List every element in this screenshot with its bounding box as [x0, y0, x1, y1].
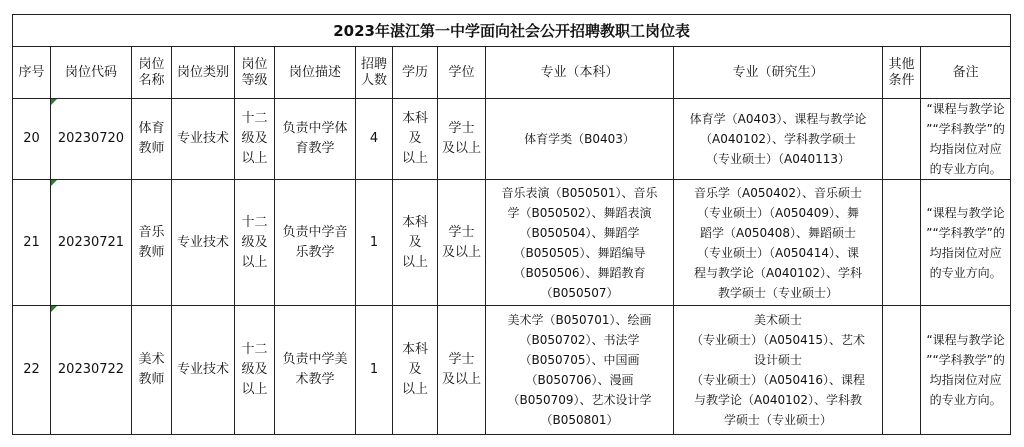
- cell-level: 十二 级及 以上: [235, 180, 275, 306]
- cell-name: 美术 教师: [132, 306, 172, 435]
- header-count: 招聘 人数: [356, 47, 393, 99]
- cell-marker-icon: [51, 99, 57, 105]
- cell-note: “课程与教学论 ”“学科教学”的 均指岗位对应 的专业方向。: [921, 99, 1011, 180]
- cell-other: [883, 99, 921, 180]
- cell-major-ug: 美术学（B050701）、绘画 （B050702）、书法学 （B050705）、中国画 （B050706）、漫画 （B050709）、艺术设计学 （B050801）: [486, 306, 674, 435]
- cell-level: 十二 级及 以上: [235, 306, 275, 435]
- header-code: 岗位代码: [51, 47, 132, 99]
- cell-other: [883, 306, 921, 435]
- cell-count: 1: [356, 180, 393, 306]
- cell-major-ug: 体育学类（B0403）: [486, 99, 674, 180]
- header-category: 岗位类别: [172, 47, 235, 99]
- header-no: 序号: [13, 47, 51, 99]
- header-degree: 学位: [438, 47, 486, 99]
- cell-marker-icon: [51, 180, 57, 186]
- cell-name: 体育 教师: [132, 99, 172, 180]
- cell-major-pg: 美术硕士 （专业硕士）（A050415）、艺术 设计硕士 （专业硕士）（A050416）、课程 与教学论（A040102）、学科教 学硕士（专业硕士）: [674, 306, 883, 435]
- cell-level: 十二 级及 以上: [235, 99, 275, 180]
- cell-degree: 学士 及以上: [438, 306, 486, 435]
- cell-degree: 学士 及以上: [438, 99, 486, 180]
- job-table: [12, 14, 1011, 435]
- cell-no: 20: [13, 99, 51, 180]
- cell-other: [883, 180, 921, 306]
- table-title: 2023年湛江第一中学面向社会公开招聘教职工岗位表: [13, 15, 1011, 47]
- table-row: [13, 99, 1011, 180]
- cell-code: 20230722: [51, 306, 132, 435]
- header-row: [13, 47, 1011, 99]
- cell-no: 21: [13, 180, 51, 306]
- cell-major-ug: 音乐表演（B050501）、音乐 学（B050502）、舞蹈表演 （B050504）、舞蹈学 （B050505）、舞蹈编导 （B050506）、舞蹈教育 （B050507）: [486, 180, 674, 306]
- cell-count: 4: [356, 99, 393, 180]
- cell-edu: 本科及 以上: [393, 180, 438, 306]
- cell-desc: 负责中学美 术教学: [275, 306, 356, 435]
- cell-code: 20230720: [51, 99, 132, 180]
- cell-note: “课程与教学论 ”“学科教学”的 均指岗位对应 的专业方向。: [921, 306, 1011, 435]
- table-row: [13, 306, 1011, 435]
- header-desc: 岗位描述: [275, 47, 356, 99]
- table-row: [13, 180, 1011, 306]
- cell-note: “课程与教学论 ”“学科教学”的 均指岗位对应 的专业方向。: [921, 180, 1011, 306]
- header-note: 备注: [921, 47, 1011, 99]
- header-major-pg: 专业（研究生）: [674, 47, 883, 99]
- cell-desc: 负责中学音 乐教学: [275, 180, 356, 306]
- cell-category: 专业技术: [172, 99, 235, 180]
- header-other: 其他 条件: [883, 47, 921, 99]
- cell-marker-icon: [51, 306, 57, 312]
- header-level: 岗位 等级: [235, 47, 275, 99]
- cell-major-pg: 体育学（A0403）、课程与教学论 （A040102）、学科教学硕士 （专业硕士）（A040113）: [674, 99, 883, 180]
- cell-major-pg: 音乐学（A050402）、音乐硕士 （专业硕士）（A050409）、舞 蹈学（A050408）、舞蹈硕士 （专业硕士）（A050414）、课 程与教学论（A040102）、学科 教学硕士（专业硕士）: [674, 180, 883, 306]
- cell-edu: 本科及 以上: [393, 99, 438, 180]
- header-major-ug: 专业（本科）: [486, 47, 674, 99]
- cell-desc: 负责中学体 育教学: [275, 99, 356, 180]
- cell-category: 专业技术: [172, 306, 235, 435]
- cell-code: 20230721: [51, 180, 132, 306]
- cell-edu: 本科及 以上: [393, 306, 438, 435]
- header-name: 岗位 名称: [132, 47, 172, 99]
- cell-no: 22: [13, 306, 51, 435]
- cell-category: 专业技术: [172, 180, 235, 306]
- cell-name: 音乐 教师: [132, 180, 172, 306]
- cell-degree: 学士 及以上: [438, 180, 486, 306]
- job-table-sheet: [12, 14, 1010, 435]
- header-edu: 学历: [393, 47, 438, 99]
- cell-count: 1: [356, 306, 393, 435]
